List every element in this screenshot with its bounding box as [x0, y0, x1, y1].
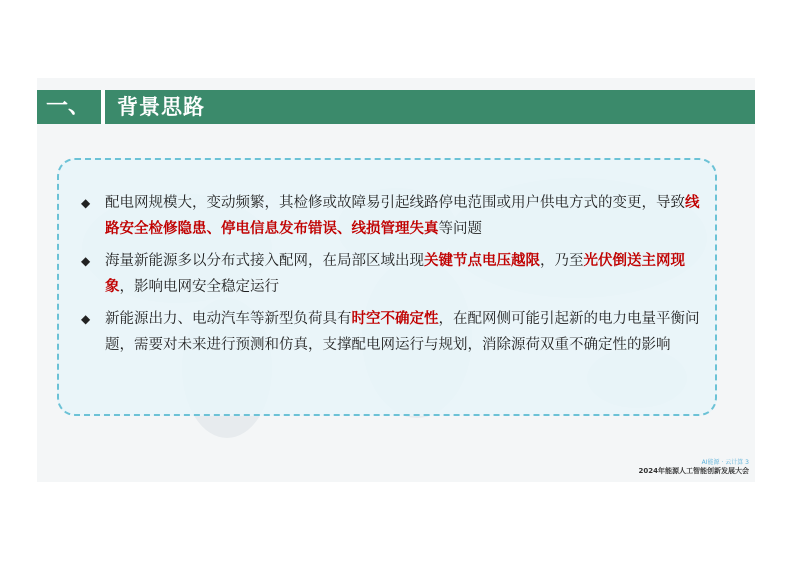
highlight-text: 关键节点电压越限 [424, 253, 540, 269]
diamond-bullet-icon: ◆ [81, 196, 91, 210]
bullet-text: 新能源出力、电动汽车等新型负荷具有时空不确定性，在配网侧可能引起新的电力电量平衡问题，需要对未来进行预测和仿真，支撑配电网运行与规划，消除源荷双重不确定性的影响 [105, 311, 700, 353]
slide [37, 78, 755, 482]
diamond-bullet-icon: ◆ [81, 254, 91, 268]
slide-footer [639, 457, 749, 476]
conference-name: 2024年能源人工智能创新发展大会 [638, 467, 749, 475]
footer-logos: AI能源 · 云计算 3 [701, 459, 749, 466]
highlight-text: 光伏倒送主网现象 [105, 253, 685, 295]
page-number: 3 [745, 459, 749, 466]
content-box [57, 158, 717, 416]
header-divider [101, 90, 105, 124]
bullet-item-1 [81, 190, 701, 242]
diamond-bullet-icon: ◆ [81, 312, 91, 326]
bullet-item-2 [81, 248, 701, 300]
section-number: 一、 [45, 94, 90, 119]
section-title: 背景思路 [117, 95, 205, 119]
bullet-text: 配电网规模大，变动频繁，其检修或故障易引起线路停电范围或用户供电方式的变更，导致线路安全检修隐患、停电信息发布错误、线损管理失真等问题 [105, 195, 700, 237]
bullet-item-3 [81, 306, 701, 358]
bullet-text: 海量新能源多以分布式接入配网，在局部区域出现关键节点电压越限，乃至光伏倒送主网现象，影响电网安全稳定运行 [105, 253, 685, 295]
highlight-text: 线路安全检修隐患、停电信息发布错误、线损管理失真 [105, 195, 700, 237]
section-header [37, 90, 755, 124]
highlight-text: 时空不确定性 [351, 311, 439, 327]
